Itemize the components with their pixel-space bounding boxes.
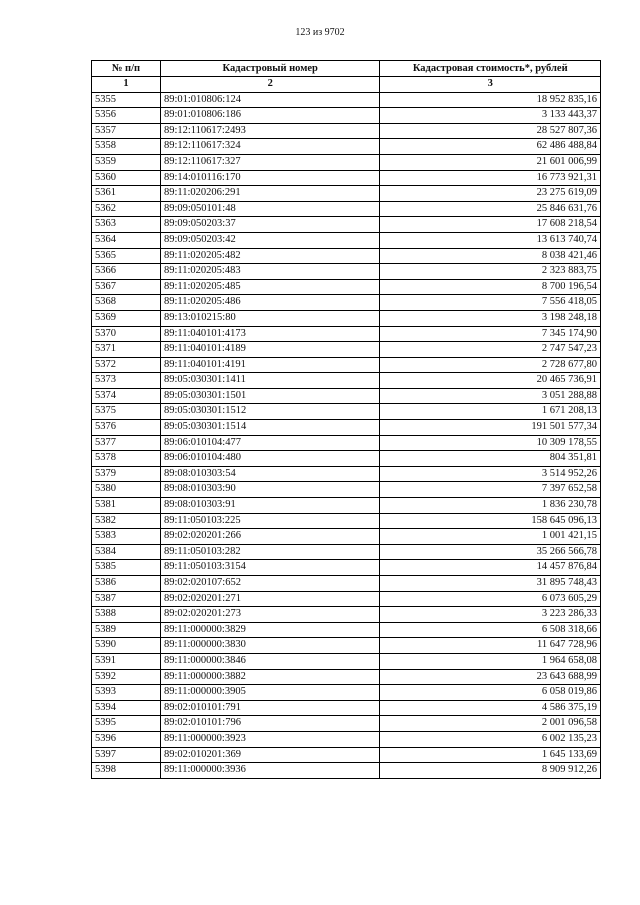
table-row <box>92 248 601 264</box>
row-number: 5393 <box>92 685 161 701</box>
table-row <box>92 186 601 202</box>
cadastral-value: 11 647 728,96 <box>380 638 601 654</box>
cadastral-value: 3 051 288,88 <box>380 388 601 404</box>
row-number: 5357 <box>92 123 161 139</box>
table-row <box>92 357 601 373</box>
table-row <box>92 747 601 763</box>
cadastral-value: 1 645 133,69 <box>380 747 601 763</box>
cadastral-number: 89:02:020201:271 <box>160 591 379 607</box>
table-row <box>92 716 601 732</box>
cadastral-number: 89:12:110617:2493 <box>160 123 379 139</box>
cadastral-value: 1 671 208,13 <box>380 404 601 420</box>
cadastral-value: 7 556 418,05 <box>380 295 601 311</box>
cadastral-number: 89:13:010215:80 <box>160 310 379 326</box>
cadastral-table <box>91 60 601 779</box>
row-number: 5368 <box>92 295 161 311</box>
cadastral-number: 89:06:010104:480 <box>160 451 379 467</box>
row-number: 5355 <box>92 92 161 108</box>
table-header-row <box>92 61 601 77</box>
row-number: 5388 <box>92 607 161 623</box>
cadastral-number: 89:05:030301:1411 <box>160 373 379 389</box>
table-row <box>92 201 601 217</box>
cadastral-number: 89:11:050103:3154 <box>160 560 379 576</box>
row-number: 5394 <box>92 700 161 716</box>
cadastral-value: 14 457 876,84 <box>380 560 601 576</box>
cadastral-number: 89:11:000000:3846 <box>160 653 379 669</box>
cadastral-number: 89:11:020205:482 <box>160 248 379 264</box>
row-number: 5382 <box>92 513 161 529</box>
cadastral-number: 89:08:010303:90 <box>160 482 379 498</box>
cadastral-number: 89:11:020205:486 <box>160 295 379 311</box>
row-number: 5372 <box>92 357 161 373</box>
table-row <box>92 108 601 124</box>
cadastral-value: 7 345 174,90 <box>380 326 601 342</box>
cadastral-number: 89:01:010806:186 <box>160 108 379 124</box>
cadastral-value: 3 133 443,37 <box>380 108 601 124</box>
cadastral-value: 6 058 019,86 <box>380 685 601 701</box>
cadastral-value: 158 645 096,13 <box>380 513 601 529</box>
cadastral-number: 89:09:050203:37 <box>160 217 379 233</box>
row-number: 5383 <box>92 529 161 545</box>
cadastral-number: 89:02:010101:796 <box>160 716 379 732</box>
cadastral-number: 89:11:040101:4189 <box>160 342 379 358</box>
row-number: 5364 <box>92 232 161 248</box>
cadastral-number: 89:02:010101:791 <box>160 700 379 716</box>
row-number: 5356 <box>92 108 161 124</box>
table-row <box>92 576 601 592</box>
cadastral-number: 89:08:010303:54 <box>160 466 379 482</box>
table-row <box>92 123 601 139</box>
cadastral-number: 89:09:050203:42 <box>160 232 379 248</box>
cadastral-value: 3 223 286,33 <box>380 607 601 623</box>
table-row <box>92 622 601 638</box>
row-number: 5370 <box>92 326 161 342</box>
cadastral-value: 6 002 135,23 <box>380 731 601 747</box>
cadastral-value: 191 501 577,34 <box>380 420 601 436</box>
cadastral-number: 89:05:030301:1514 <box>160 420 379 436</box>
row-number: 5359 <box>92 154 161 170</box>
row-number: 5373 <box>92 373 161 389</box>
table-row <box>92 217 601 233</box>
row-number: 5395 <box>92 716 161 732</box>
cadastral-number: 89:11:020206:291 <box>160 186 379 202</box>
cadastral-value: 804 351,81 <box>380 451 601 467</box>
cadastral-value: 31 895 748,43 <box>380 576 601 592</box>
cadastral-number: 89:02:010201:369 <box>160 747 379 763</box>
cadastral-number: 89:12:110617:324 <box>160 139 379 155</box>
row-number: 5375 <box>92 404 161 420</box>
table-row <box>92 638 601 654</box>
table-row <box>92 139 601 155</box>
row-number: 5381 <box>92 498 161 514</box>
table-row <box>92 92 601 108</box>
row-number: 5392 <box>92 669 161 685</box>
row-number: 5377 <box>92 435 161 451</box>
cadastral-number: 89:02:020201:266 <box>160 529 379 545</box>
cadastral-number: 89:11:000000:3905 <box>160 685 379 701</box>
cadastral-value: 8 909 912,26 <box>380 763 601 779</box>
table-row <box>92 310 601 326</box>
cadastral-value: 13 613 740,74 <box>380 232 601 248</box>
row-number: 5384 <box>92 544 161 560</box>
header-cadastral-number: Кадастровый номер <box>160 61 379 77</box>
table-row <box>92 279 601 295</box>
cadastral-value: 1 964 658,08 <box>380 653 601 669</box>
cadastral-value: 35 266 566,78 <box>380 544 601 560</box>
table-row <box>92 607 601 623</box>
row-number: 5397 <box>92 747 161 763</box>
cadastral-number: 89:11:000000:3923 <box>160 731 379 747</box>
cadastral-value: 3 198 248,18 <box>380 310 601 326</box>
row-number: 5396 <box>92 731 161 747</box>
table-row <box>92 560 601 576</box>
row-number: 5360 <box>92 170 161 186</box>
cadastral-value: 20 465 736,91 <box>380 373 601 389</box>
table-row <box>92 420 601 436</box>
table-row <box>92 232 601 248</box>
table-row <box>92 435 601 451</box>
cadastral-number: 89:11:020205:483 <box>160 264 379 280</box>
cadastral-value: 23 643 688,99 <box>380 669 601 685</box>
table-row <box>92 529 601 545</box>
table-row <box>92 591 601 607</box>
cadastral-value: 16 773 921,31 <box>380 170 601 186</box>
cadastral-value: 7 397 652,58 <box>380 482 601 498</box>
cadastral-number: 89:11:040101:4173 <box>160 326 379 342</box>
table-row <box>92 451 601 467</box>
table-row <box>92 264 601 280</box>
table-row <box>92 498 601 514</box>
row-number: 5387 <box>92 591 161 607</box>
row-number: 5391 <box>92 653 161 669</box>
cadastral-number: 89:05:030301:1501 <box>160 388 379 404</box>
cadastral-value: 6 073 605,29 <box>380 591 601 607</box>
cadastral-number: 89:11:000000:3830 <box>160 638 379 654</box>
cadastral-value: 1 836 230,78 <box>380 498 601 514</box>
row-number: 5363 <box>92 217 161 233</box>
cadastral-number: 89:02:020107:652 <box>160 576 379 592</box>
row-number: 5374 <box>92 388 161 404</box>
cadastral-number: 89:08:010303:91 <box>160 498 379 514</box>
cadastral-value: 6 508 318,66 <box>380 622 601 638</box>
row-number: 5378 <box>92 451 161 467</box>
cadastral-number: 89:11:000000:3829 <box>160 622 379 638</box>
cadastral-value: 62 486 488,84 <box>380 139 601 155</box>
table-row <box>92 513 601 529</box>
row-number: 5379 <box>92 466 161 482</box>
cadastral-value: 21 601 006,99 <box>380 154 601 170</box>
row-number: 5358 <box>92 139 161 155</box>
header-number: № п/п <box>92 61 161 77</box>
cadastral-number: 89:06:010104:477 <box>160 435 379 451</box>
table-row <box>92 685 601 701</box>
table-row <box>92 373 601 389</box>
cadastral-number: 89:02:020201:273 <box>160 607 379 623</box>
cadastral-number: 89:11:040101:4191 <box>160 357 379 373</box>
table-row <box>92 700 601 716</box>
table-row <box>92 154 601 170</box>
table-row <box>92 326 601 342</box>
cadastral-number: 89:11:000000:3882 <box>160 669 379 685</box>
cadastral-number: 89:12:110617:327 <box>160 154 379 170</box>
row-number: 5362 <box>92 201 161 217</box>
row-number: 5371 <box>92 342 161 358</box>
column-index-row <box>92 77 601 93</box>
row-number: 5361 <box>92 186 161 202</box>
cadastral-value: 28 527 807,36 <box>380 123 601 139</box>
row-number: 5385 <box>92 560 161 576</box>
cadastral-number: 89:11:050103:225 <box>160 513 379 529</box>
cadastral-number: 89:11:020205:485 <box>160 279 379 295</box>
row-number: 5366 <box>92 264 161 280</box>
table-row <box>92 388 601 404</box>
column-index: 1 <box>92 77 161 93</box>
table-row <box>92 482 601 498</box>
column-index: 3 <box>380 77 601 93</box>
table-row <box>92 342 601 358</box>
cadastral-value: 8 038 421,46 <box>380 248 601 264</box>
table-row <box>92 404 601 420</box>
table-row <box>92 295 601 311</box>
cadastral-value: 2 001 096,58 <box>380 716 601 732</box>
row-number: 5376 <box>92 420 161 436</box>
cadastral-number: 89:14:010116:170 <box>160 170 379 186</box>
row-number: 5389 <box>92 622 161 638</box>
row-number: 5386 <box>92 576 161 592</box>
cadastral-value: 2 728 677,80 <box>380 357 601 373</box>
cadastral-number: 89:05:030301:1512 <box>160 404 379 420</box>
cadastral-value: 3 514 952,26 <box>380 466 601 482</box>
table-row <box>92 653 601 669</box>
table-row <box>92 466 601 482</box>
cadastral-value: 18 952 835,16 <box>380 92 601 108</box>
cadastral-number: 89:09:050101:48 <box>160 201 379 217</box>
cadastral-number: 89:11:000000:3936 <box>160 763 379 779</box>
cadastral-value: 2 323 883,75 <box>380 264 601 280</box>
row-number: 5365 <box>92 248 161 264</box>
row-number: 5390 <box>92 638 161 654</box>
cadastral-value: 1 001 421,15 <box>380 529 601 545</box>
row-number: 5398 <box>92 763 161 779</box>
cadastral-value: 8 700 196,54 <box>380 279 601 295</box>
cadastral-value: 23 275 619,09 <box>380 186 601 202</box>
cadastral-value: 17 608 218,54 <box>380 217 601 233</box>
table-row <box>92 763 601 779</box>
cadastral-value: 10 309 178,55 <box>380 435 601 451</box>
table-row <box>92 669 601 685</box>
page-number: 123 из 9702 <box>295 27 345 38</box>
row-number: 5369 <box>92 310 161 326</box>
row-number: 5380 <box>92 482 161 498</box>
cadastral-value: 4 586 375,19 <box>380 700 601 716</box>
cadastral-value: 2 747 547,23 <box>380 342 601 358</box>
cadastral-value: 25 846 631,76 <box>380 201 601 217</box>
column-index: 2 <box>160 77 379 93</box>
table-row <box>92 170 601 186</box>
row-number: 5367 <box>92 279 161 295</box>
table-row <box>92 544 601 560</box>
table-row <box>92 731 601 747</box>
cadastral-number: 89:01:010806:124 <box>160 92 379 108</box>
cadastral-number: 89:11:050103:282 <box>160 544 379 560</box>
header-cadastral-value: Кадастровая стоимость*, рублей <box>380 61 601 77</box>
